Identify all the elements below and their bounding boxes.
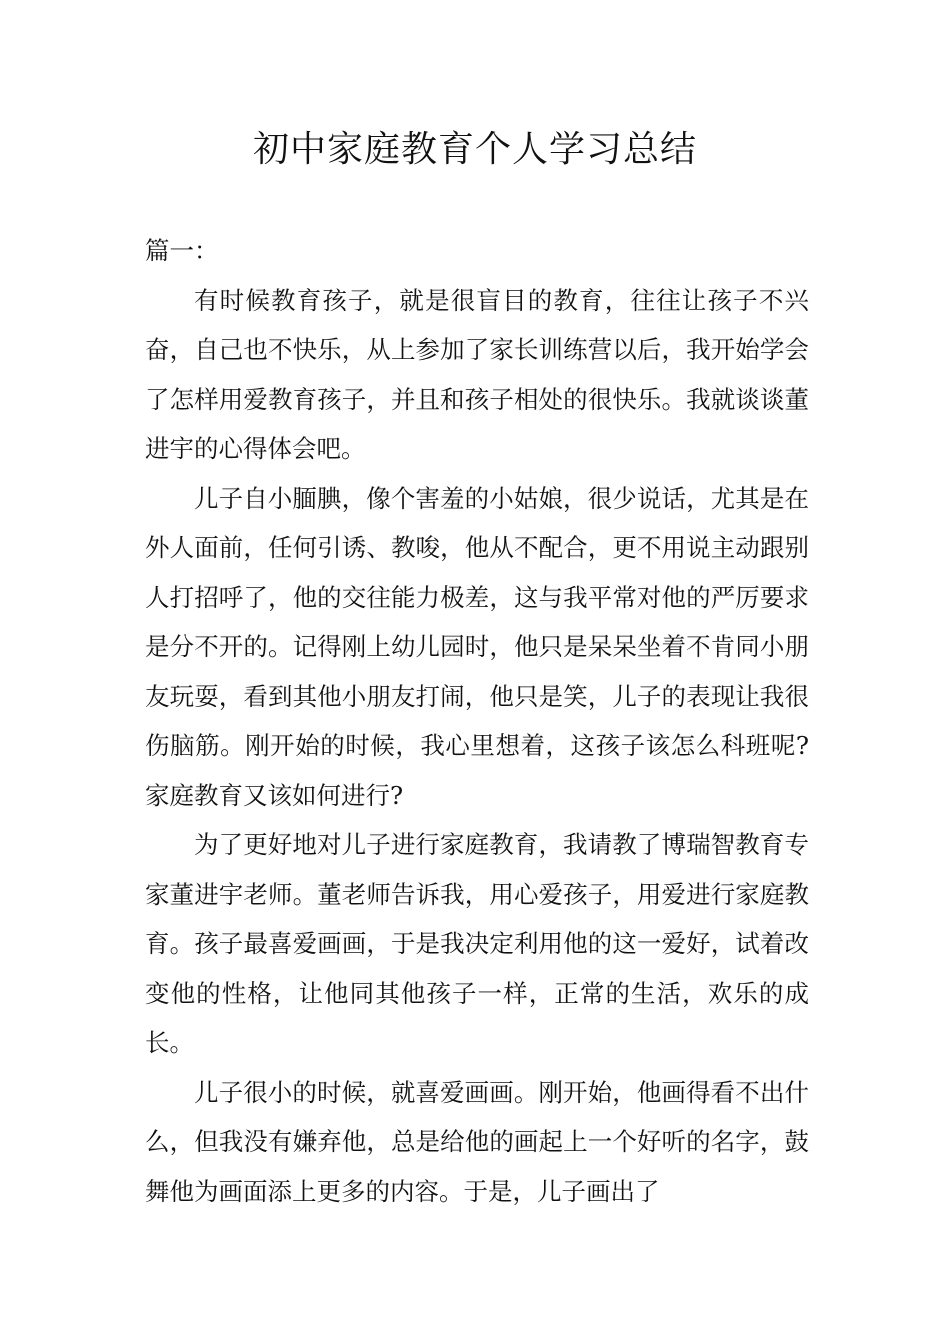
paragraph-4: 儿子很小的时候，就喜爱画画。刚开始，他画得看不出什么，但我没有嫌弃他，总是给他的画起上一个好听的名字，鼓舞他为画面添上更多的内容。于是，儿子画出了 — [145, 1077, 809, 1206]
paragraph-2: 儿子自小腼腆，像个害羞的小姑娘，很少说话，尤其是在外人面前，任何引诱、教唆，他从不配合，更不用说主动跟别人打招呼了，他的交往能力极差，这与我平常对他的严厉要求是分不开的。记得刚上幼儿园时，他只是呆呆坐着不肯同小朋友玩耍，看到其他小朋友打闹，他只是笑，儿子的表现让我很伤脑筋。刚开始的时候，我心里想着，这孩子该怎么科班呢?家庭教育又该如何进行? — [145, 483, 809, 810]
paragraph-3: 为了更好地对儿子进行家庭教育，我请教了博瑞智教育专家董进宇老师。董老师告诉我，用心爱孩子，用爱进行家庭教育。孩子最喜爱画画，于是我决定利用他的这一爱好，试着改变他的性格，让他同其他孩子一样，正常的生活，欢乐的成长。 — [145, 830, 809, 1057]
document-title: 初中家庭教育个人学习总结 — [252, 129, 697, 170]
document-body — [145, 226, 809, 1216]
section-label: 篇一： — [145, 236, 219, 265]
paragraph-1: 有时候教育孩子，就是很盲目的教育，往往让孩子不兴奋，自己也不快乐，从上参加了家长训练营以后，我开始学会了怎样用爱教育孩子，并且和孩子相处的很快乐。我就谈谈董进宇的心得体会吧。 — [145, 285, 809, 463]
